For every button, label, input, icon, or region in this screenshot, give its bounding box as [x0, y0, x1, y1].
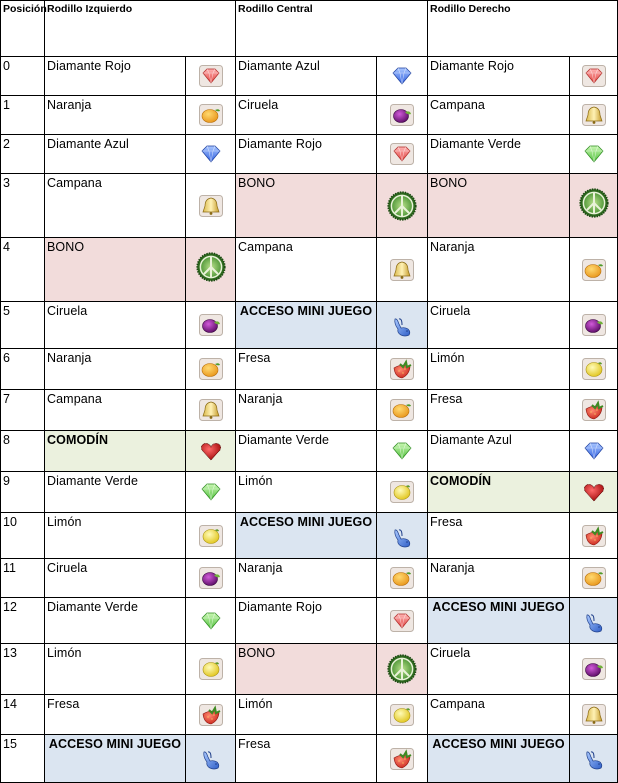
- reel-row: [1, 238, 618, 302]
- left-reel-symbol-icon-cell: [186, 302, 236, 349]
- position-number: 1: [1, 96, 45, 135]
- left-reel-symbol-name: Naranja: [45, 96, 186, 135]
- left-reel-symbol-name: Diamante Verde: [45, 598, 186, 644]
- center-reel-symbol-name: Naranja: [236, 390, 377, 431]
- center-reel-symbol-name: Diamante Verde: [236, 431, 377, 472]
- right-reel-symbol-icon-cell: [570, 598, 618, 644]
- center-reel-symbol-name: ACCESO MINI JUEGO: [236, 513, 377, 559]
- reel-row: [1, 598, 618, 644]
- position-number: 0: [1, 57, 45, 96]
- reel-row: [1, 513, 618, 559]
- reel-rows: [1, 57, 618, 783]
- center-reel-symbol-name: BONO: [236, 174, 377, 238]
- left-reel-symbol-name: Campana: [45, 174, 186, 238]
- right-reel-symbol-icon-cell: [570, 96, 618, 135]
- left-reel-symbol-icon-cell: [186, 735, 236, 783]
- left-reel-symbol-name: ACCESO MINI JUEGO: [45, 735, 186, 783]
- center-reel-symbol-icon-cell: [377, 513, 428, 559]
- right-reel-symbol-name: BONO: [428, 174, 570, 238]
- left-reel-symbol-icon-cell: [186, 390, 236, 431]
- reel-row: [1, 644, 618, 695]
- left-reel-symbol-icon-cell: [186, 349, 236, 390]
- center-reel-symbol-icon-cell: [377, 390, 428, 431]
- right-reel-symbol-name: Campana: [428, 96, 570, 135]
- position-number: 3: [1, 174, 45, 238]
- position-number: 15: [1, 735, 45, 783]
- left-reel-symbol-icon-cell: [186, 644, 236, 695]
- left-reel-symbol-icon-cell: [186, 472, 236, 513]
- position-number: 6: [1, 349, 45, 390]
- left-reel-symbol-icon-cell: [186, 57, 236, 96]
- right-reel-symbol-name: Campana: [428, 695, 570, 735]
- left-reel-symbol-icon-cell: [186, 96, 236, 135]
- position-number: 2: [1, 135, 45, 174]
- center-reel-symbol-name: Ciruela: [236, 96, 377, 135]
- right-reel-symbol-icon-cell: [570, 559, 618, 598]
- left-reel-symbol-icon-cell: [186, 598, 236, 644]
- left-reel-symbol-name: Diamante Rojo: [45, 57, 186, 96]
- right-reel-symbol-name: Naranja: [428, 238, 570, 302]
- center-reel-symbol-name: Diamante Rojo: [236, 135, 377, 174]
- reel-row: [1, 135, 618, 174]
- position-number: 5: [1, 302, 45, 349]
- position-number: 14: [1, 695, 45, 735]
- center-reel-symbol-icon-cell: [377, 644, 428, 695]
- header-right-reel: Rodillo Derecho: [428, 1, 618, 57]
- center-reel-symbol-icon-cell: [377, 96, 428, 135]
- right-reel-symbol-name: Limón: [428, 349, 570, 390]
- right-reel-symbol-name: Ciruela: [428, 644, 570, 695]
- center-reel-symbol-name: Diamante Rojo: [236, 598, 377, 644]
- left-reel-symbol-icon-cell: [186, 238, 236, 302]
- reel-row: [1, 302, 618, 349]
- center-reel-symbol-name: Diamante Azul: [236, 57, 377, 96]
- position-number: 11: [1, 559, 45, 598]
- left-reel-symbol-icon-cell: [186, 174, 236, 238]
- right-reel-symbol-name: Diamante Verde: [428, 135, 570, 174]
- right-reel-symbol-icon-cell: [570, 302, 618, 349]
- right-reel-symbol-icon-cell: [570, 431, 618, 472]
- left-reel-symbol-icon-cell: [186, 513, 236, 559]
- header-position: Posición: [1, 1, 45, 57]
- center-reel-symbol-icon-cell: [377, 472, 428, 513]
- left-reel-symbol-icon-cell: [186, 559, 236, 598]
- position-number: 7: [1, 390, 45, 431]
- center-reel-symbol-icon-cell: [377, 57, 428, 96]
- left-reel-symbol-name: COMODÍN: [45, 431, 186, 472]
- left-reel-symbol-name: BONO: [45, 238, 186, 302]
- right-reel-symbol-icon-cell: [570, 238, 618, 302]
- right-reel-symbol-name: COMODÍN: [428, 472, 570, 513]
- left-reel-symbol-name: Limón: [45, 644, 186, 695]
- center-reel-symbol-icon-cell: [377, 349, 428, 390]
- right-reel-symbol-icon-cell: [570, 174, 618, 238]
- center-reel-symbol-name: Limón: [236, 695, 377, 735]
- left-reel-symbol-name: Limón: [45, 513, 186, 559]
- right-reel-symbol-name: ACCESO MINI JUEGO: [428, 598, 570, 644]
- center-reel-symbol-icon-cell: [377, 135, 428, 174]
- center-reel-symbol-icon-cell: [377, 695, 428, 735]
- reel-row: [1, 349, 618, 390]
- left-reel-symbol-icon-cell: [186, 135, 236, 174]
- header-center-reel: Rodillo Central: [236, 1, 428, 57]
- right-reel-symbol-name: Naranja: [428, 559, 570, 598]
- center-reel-symbol-name: Fresa: [236, 735, 377, 783]
- reel-row: [1, 472, 618, 513]
- right-reel-symbol-name: Fresa: [428, 513, 570, 559]
- left-reel-symbol-name: Ciruela: [45, 302, 186, 349]
- left-reel-symbol-name: Fresa: [45, 695, 186, 735]
- center-reel-symbol-name: ACCESO MINI JUEGO: [236, 302, 377, 349]
- reel-row: [1, 735, 618, 783]
- center-reel-symbol-icon-cell: [377, 735, 428, 783]
- reel-row: [1, 431, 618, 472]
- position-number: 8: [1, 431, 45, 472]
- right-reel-symbol-icon-cell: [570, 472, 618, 513]
- position-number: 10: [1, 513, 45, 559]
- center-reel-symbol-icon-cell: [377, 559, 428, 598]
- reel-row: [1, 57, 618, 96]
- center-reel-symbol-icon-cell: [377, 238, 428, 302]
- left-reel-symbol-name: Campana: [45, 390, 186, 431]
- right-reel-symbol-icon-cell: [570, 644, 618, 695]
- right-reel-symbol-name: Diamante Azul: [428, 431, 570, 472]
- right-reel-symbol-name: ACCESO MINI JUEGO: [428, 735, 570, 783]
- position-number: 9: [1, 472, 45, 513]
- right-reel-symbol-name: Ciruela: [428, 302, 570, 349]
- right-reel-symbol-icon-cell: [570, 695, 618, 735]
- right-reel-symbol-icon-cell: [570, 735, 618, 783]
- center-reel-symbol-icon-cell: [377, 598, 428, 644]
- center-reel-symbol-icon-cell: [377, 174, 428, 238]
- left-reel-symbol-icon-cell: [186, 431, 236, 472]
- left-reel-symbol-icon-cell: [186, 695, 236, 735]
- center-reel-symbol-name: BONO: [236, 644, 377, 695]
- left-reel-symbol-name: Diamante Verde: [45, 472, 186, 513]
- reel-row: [1, 695, 618, 735]
- center-reel-symbol-icon-cell: [377, 302, 428, 349]
- reel-row: [1, 96, 618, 135]
- center-reel-symbol-name: Campana: [236, 238, 377, 302]
- center-reel-symbol-name: Naranja: [236, 559, 377, 598]
- right-reel-symbol-icon-cell: [570, 135, 618, 174]
- position-number: 13: [1, 644, 45, 695]
- center-reel-symbol-icon-cell: [377, 431, 428, 472]
- left-reel-symbol-name: Naranja: [45, 349, 186, 390]
- left-reel-symbol-name: Ciruela: [45, 559, 186, 598]
- right-reel-symbol-icon-cell: [570, 57, 618, 96]
- center-reel-symbol-name: Fresa: [236, 349, 377, 390]
- reel-row: [1, 559, 618, 598]
- right-reel-symbol-name: Fresa: [428, 390, 570, 431]
- header-row: [1, 1, 618, 57]
- right-reel-symbol-icon-cell: [570, 513, 618, 559]
- center-reel-symbol-name: Limón: [236, 472, 377, 513]
- right-reel-symbol-icon-cell: [570, 349, 618, 390]
- reel-row: [1, 174, 618, 238]
- left-reel-symbol-name: Diamante Azul: [45, 135, 186, 174]
- right-reel-symbol-name: Diamante Rojo: [428, 57, 570, 96]
- reel-row: [1, 390, 618, 431]
- header-left-reel: Rodillo Izquierdo: [45, 1, 236, 57]
- position-number: 4: [1, 238, 45, 302]
- position-number: 12: [1, 598, 45, 644]
- right-reel-symbol-icon-cell: [570, 390, 618, 431]
